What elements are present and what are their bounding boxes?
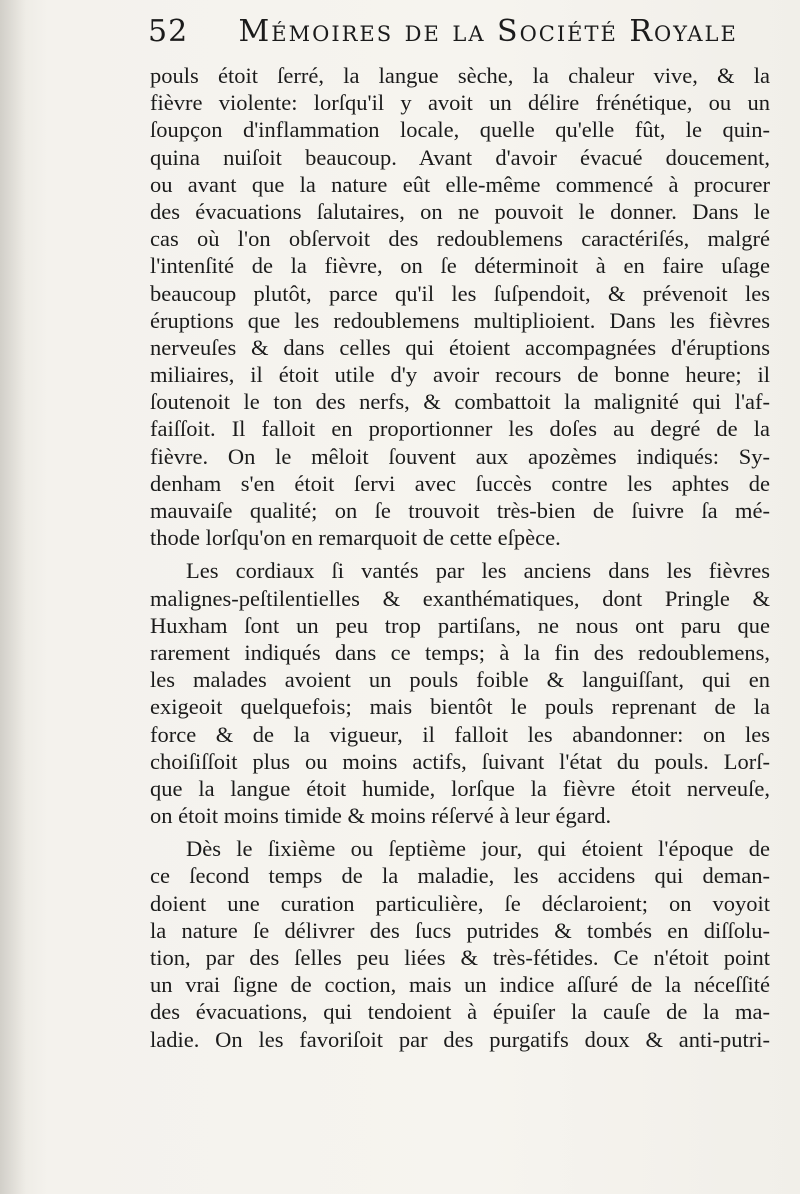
text-line: beaucoup plutôt, parce qu'il les ſuſpendoit, & prévenoit les [150,280,770,306]
text-line: ou avant que la nature eût elle-même commencé à procurer [150,171,770,197]
text-line: nerveuſes & dans celles qui étoient accompagnées d'éruptions [150,334,770,360]
text-line: ce ſecond temps de la maladie, les accidens qui deman- [150,863,770,889]
page-number: 52 [148,14,189,49]
text-line: l'intenſité de la fièvre, on ſe déterminoit à en faire uſage [150,253,770,279]
text-line: Dès le ſixième ou ſeptième jour, qui étoient l'époque de [186,836,770,862]
text-line: pouls étoit ſerré, la langue sèche, la chaleur vive, & la [150,63,770,88]
text-line: des évacuations ſalutaires, on ne pouvoit le donner. Dans le [150,198,770,224]
text-line: Huxham ſont un peu trop partiſans, ne nous ont paru que [150,612,770,638]
text-line: que la langue étoit humide, lorſque la fièvre étoit nerveuſe, [150,775,770,801]
paragraph [150,62,770,551]
text-line: doient une curation particulière, ſe déclaroient; on voyoit [150,890,770,916]
text-line: miliaires, il étoit utile d'y avoir recours de bonne heure; il [150,362,770,388]
text-line: mauvaiſe qualité; on ſe trouvoit très-bien de ſuivre ſa mé- [150,498,770,523]
text-line: la nature ſe délivrer des ſucs putrides & tombés en diſſolu- [150,917,770,943]
text-line: fièvre violente: lorſqu'il y avoit un délire frénétique, ou un [150,90,770,116]
text-line: des évacuations, qui tendoient à épuiſer la cauſe de la ma- [150,999,770,1025]
text-line: faiſſoit. Il falloit en proportionner les doſes au degré de la [150,416,770,442]
body-text [150,62,770,1053]
text-line: ſoupçon d'inflammation locale, quelle qu'elle fût, le quin- [150,117,770,143]
paragraph [150,557,770,829]
text-line: ladie. On les favoriſoit par des purgatifs doux & anti-putri- [150,1026,770,1052]
paragraph [150,835,770,1053]
text-line: cas où l'on obſervoit des redoublemens caractériſés, malgré [150,226,770,252]
text-line: force & de la vigueur, il falloit les abandonner: on les [150,721,770,747]
text-line: malignes-peſtilentielles & exanthématiques, dont Pringle & [150,585,770,611]
running-head: Mémoires de la Société Royale [238,14,738,49]
gutter-shadow [0,0,26,1194]
text-line: les malades avoient un pouls foible & languiſſant, qui en [150,667,770,693]
text-line: un vrai ſigne de coction, mais un indice aſſuré de la néceſſité [150,972,770,998]
text-line: tion, par des ſelles peu liées & très-fétides. Ce n'étoit point [150,945,770,970]
text-line: fièvre. On le mêloit ſouvent aux apozèmes indiqués: Sy- [150,443,770,469]
text-line: quina nuiſoit beaucoup. Avant d'avoir évacué doucement, [150,144,770,170]
text-line: ſoutenoit le ton des nerfs, & combattoit la malignité qui l'af- [150,389,770,415]
text-line: éruptions que les redoublemens multiplioient. Dans les fièvres [150,307,770,333]
text-line: thode lorſqu'on en remarquoit de cette eſpèce. [150,525,561,551]
text-line: choiſiſſoit plus ou moins actifs, ſuivant l'état du pouls. Lorſ- [150,748,770,774]
text-line: rarement indiqués dans ce temps; à la fin des redoublemens, [150,639,770,665]
text-line: Les cordiaux ſi vantés par les anciens dans les fièvres [186,558,770,584]
text-line: on étoit moins timide & moins réſervé à leur égard. [150,803,612,829]
page-header [148,14,768,64]
text-line: exigeoit quelquefois; mais bientôt le pouls reprenant de la [150,694,770,720]
text-line: denham s'en étoit ſervi avec ſuccès contre les aphtes de [150,470,770,496]
